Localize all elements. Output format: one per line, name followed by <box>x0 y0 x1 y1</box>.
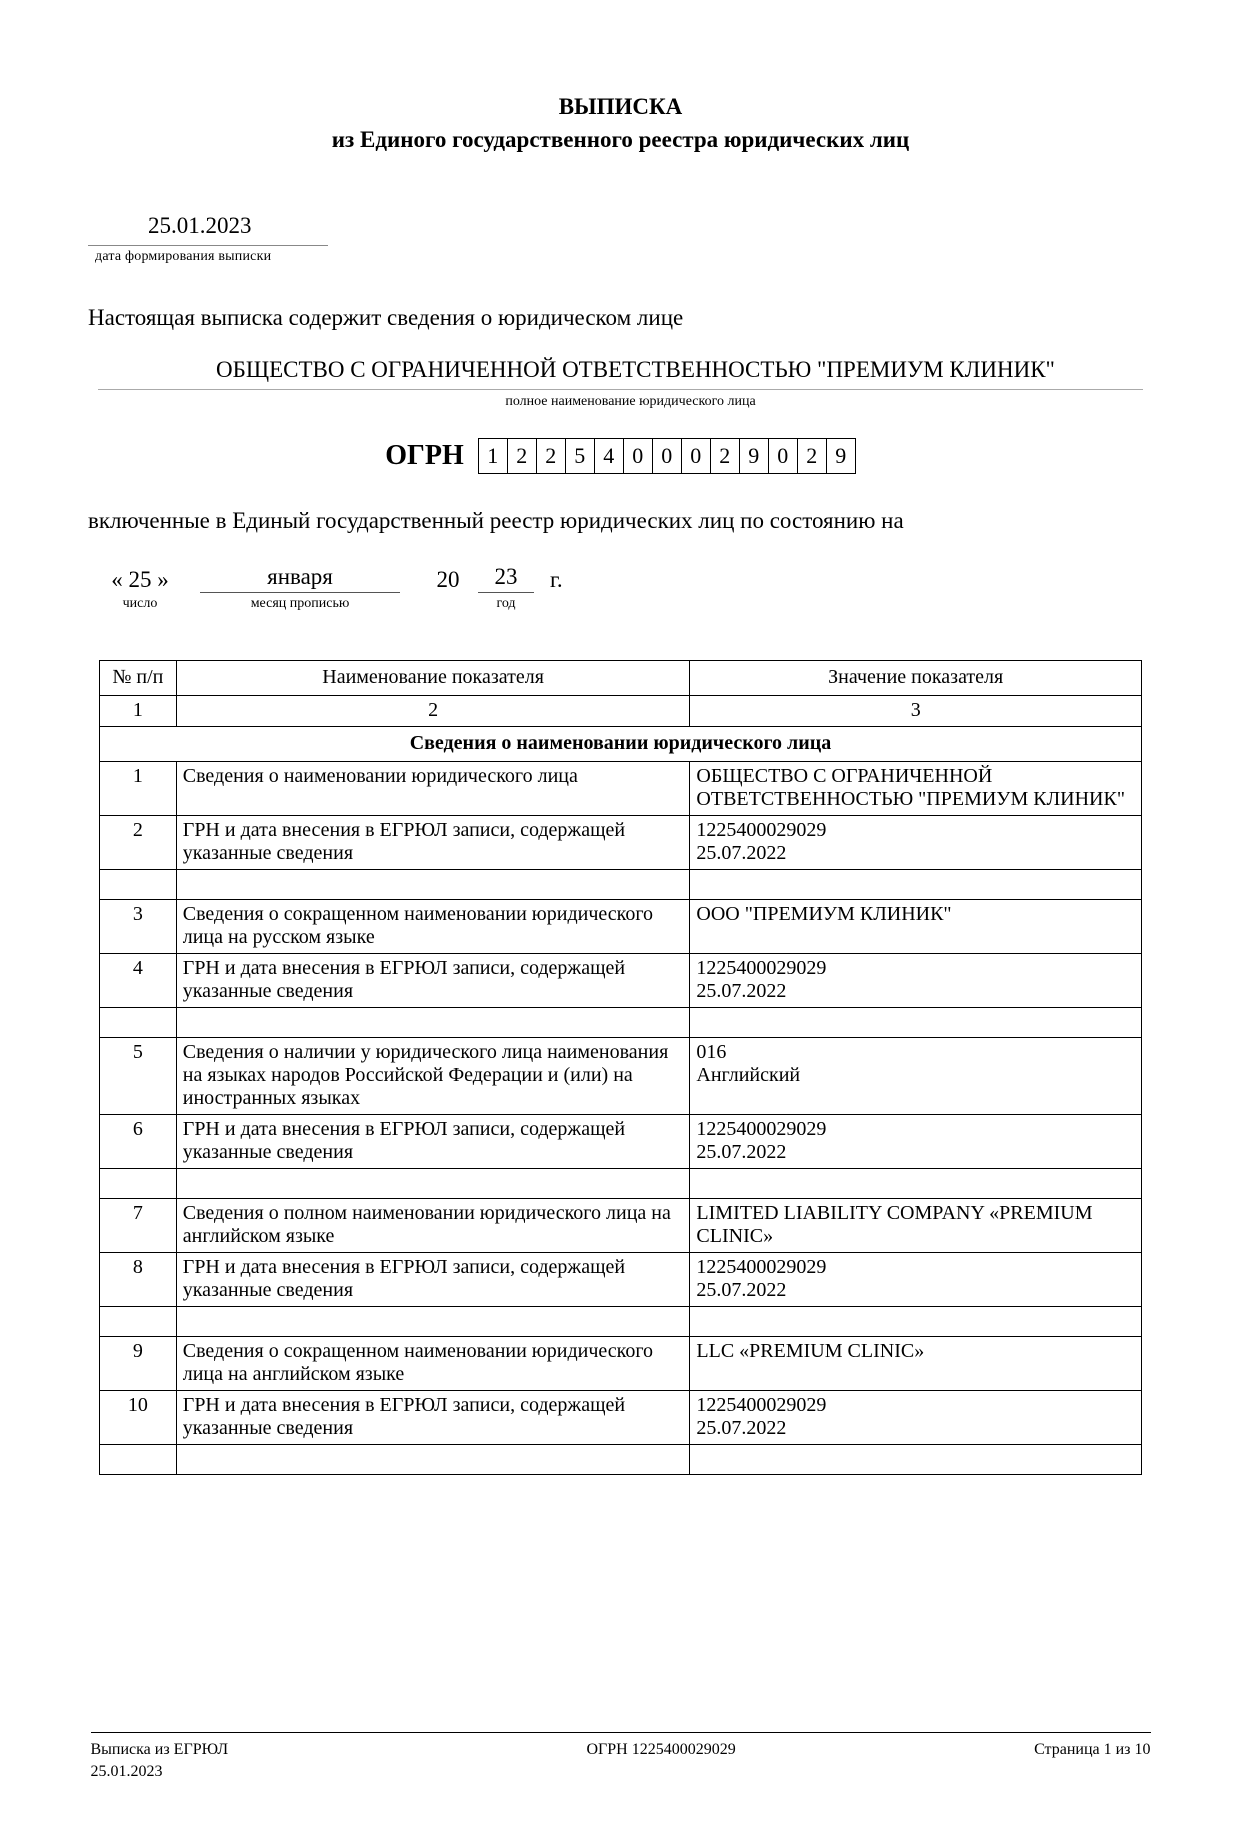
table-row <box>100 899 1142 953</box>
row-number-cell: 2 <box>100 815 177 869</box>
table-row <box>100 1252 1142 1306</box>
table-spacer-cell <box>100 869 177 899</box>
row-value-cell: LIMITED LIABILITY COMPANY «PREMIUM CLINIC» <box>690 1198 1142 1252</box>
row-number-cell: 6 <box>100 1114 177 1168</box>
footer-ogrn: ОГРН 1225400029029 <box>586 1741 736 1758</box>
table-spacer-cell <box>690 1306 1142 1336</box>
row-name-cell: ГРН и дата внесения в ЕГРЮЛ записи, содержащей указанные сведения <box>176 1252 690 1306</box>
as-of-year: 23 <box>478 564 534 593</box>
ogrn-label: ОГРН <box>385 439 464 471</box>
table-spacer-cell <box>176 1444 690 1474</box>
table-spacer-cell <box>690 1168 1142 1198</box>
ogrn-digit-cell: 2 <box>508 439 537 473</box>
row-number-cell: 1 <box>100 761 177 815</box>
ogrn-digit-cell: 0 <box>624 439 653 473</box>
footer-page-number: Страница 1 из 10 <box>1034 1741 1151 1758</box>
as-of-month: января <box>200 564 400 593</box>
row-number-cell: 9 <box>100 1336 177 1390</box>
ogrn-digit-cell: 0 <box>682 439 711 473</box>
table-row <box>100 1114 1142 1168</box>
table-row <box>100 1037 1142 1114</box>
title-line-1: ВЫПИСКА <box>558 94 683 119</box>
page-footer <box>0 1732 1241 1782</box>
table-column-number-cell: 2 <box>176 695 690 726</box>
ogrn-digit-boxes <box>478 438 856 474</box>
table-spacer-cell <box>100 1444 177 1474</box>
as-of-captions <box>0 596 1241 612</box>
row-name-cell: ГРН и дата внесения в ЕГРЮЛ записи, содержащей указанные сведения <box>176 815 690 869</box>
table-row <box>100 1198 1142 1252</box>
registry-table <box>99 660 1142 1475</box>
row-value-cell: LLC «PREMIUM CLINIC» <box>690 1336 1142 1390</box>
row-number-cell: 8 <box>100 1252 177 1306</box>
as-of-month-caption: месяц прописью <box>250 595 350 611</box>
ogrn-digit-cell: 5 <box>566 439 595 473</box>
ogrn-digit-cell: 2 <box>711 439 740 473</box>
row-value-cell: 016 Английский <box>690 1037 1142 1114</box>
row-value-cell: ООО "ПРЕМИУМ КЛИНИК" <box>690 899 1142 953</box>
table-spacer-row <box>100 869 1142 899</box>
row-name-cell: Сведения о наличии у юридического лица наименования на языках народов Российской Федерации и (или) на иностранных языках <box>176 1037 690 1114</box>
table-header-cell: № п/п <box>100 660 177 695</box>
row-name-cell: Сведения о полном наименовании юридического лица на английском языке <box>176 1198 690 1252</box>
row-name-cell: ГРН и дата внесения в ЕГРЮЛ записи, содержащей указанные сведения <box>176 1114 690 1168</box>
table-header-cell: Наименование показателя <box>176 660 690 695</box>
as-of-date-row <box>0 564 1241 593</box>
ogrn-digit-cell: 4 <box>595 439 624 473</box>
row-name-cell: Сведения о наименовании юридического лица <box>176 761 690 815</box>
row-value-cell: 1225400029029 25.07.2022 <box>690 815 1142 869</box>
table-spacer-cell <box>100 1168 177 1198</box>
table-spacer-row <box>100 1444 1142 1474</box>
table-spacer-row <box>100 1306 1142 1336</box>
footer-left <box>91 1739 229 1782</box>
table-column-numbers-row <box>100 695 1142 726</box>
row-value-cell: 1225400029029 25.07.2022 <box>690 1114 1142 1168</box>
as-of-caption-spacer <box>418 596 478 612</box>
footer-doc-name: Выписка из ЕГРЮЛ <box>90 1741 229 1758</box>
as-of-year-suffix: г. <box>550 566 563 592</box>
as-of-day: « 25 » <box>111 566 169 592</box>
table-spacer-cell <box>690 869 1142 899</box>
ogrn-digit-cell: 0 <box>769 439 798 473</box>
document-title <box>0 90 1241 157</box>
ogrn-digit-cell: 2 <box>798 439 827 473</box>
table-spacer-cell <box>690 1007 1142 1037</box>
included-text: включенные в Единый государственный реестр юридических лиц по состоянию на <box>88 507 904 533</box>
ogrn-digit-cell: 0 <box>653 439 682 473</box>
row-number-cell: 4 <box>100 953 177 1007</box>
document-page <box>0 90 1241 1844</box>
contains-info-text: Настоящая выписка содержит сведения о юридическом лице <box>88 304 684 330</box>
table-spacer-cell <box>176 869 690 899</box>
ogrn-digit-cell: 9 <box>835 442 847 468</box>
table-row <box>100 1336 1142 1390</box>
table-section-row <box>100 726 1142 761</box>
row-number-cell: 7 <box>100 1198 177 1252</box>
row-name-cell: Сведения о сокращенном наименовании юридического лица на английском языке <box>176 1336 690 1390</box>
row-number-cell: 3 <box>100 899 177 953</box>
row-name-cell: Сведения о сокращенном наименовании юридического лица на русском языке <box>176 899 690 953</box>
ogrn-digit-cell: 2 <box>537 439 566 473</box>
table-row <box>100 761 1142 815</box>
table-spacer-row <box>100 1168 1142 1198</box>
entity-full-name: ОБЩЕСТВО С ОГРАНИЧЕННОЙ ОТВЕТСТВЕННОСТЬЮ "ПРЕМИУМ КЛИНИК" <box>216 356 1055 382</box>
row-value-cell: 1225400029029 25.07.2022 <box>690 953 1142 1007</box>
as-of-day-caption: число <box>122 595 158 611</box>
formation-date: 25.01.2023 <box>148 212 252 238</box>
row-number-cell: 5 <box>100 1037 177 1114</box>
table-spacer-cell <box>100 1306 177 1336</box>
row-value-cell: 1225400029029 25.07.2022 <box>690 1390 1142 1444</box>
row-number-cell: 10 <box>100 1390 177 1444</box>
ogrn-digit-cell: 9 <box>740 439 769 473</box>
table-spacer-row <box>100 1007 1142 1037</box>
as-of-year-caption: год <box>496 595 516 611</box>
table-spacer-cell <box>690 1444 1142 1474</box>
table-spacer-cell <box>176 1306 690 1336</box>
table-row <box>100 1390 1142 1444</box>
table-column-number-cell: 1 <box>100 695 177 726</box>
table-row <box>100 953 1142 1007</box>
footer-doc-date: 25.01.2023 <box>90 1762 163 1780</box>
table-header-row <box>100 660 1142 695</box>
row-value-cell: ОБЩЕСТВО С ОГРАНИЧЕННОЙ ОТВЕТСТВЕННОСТЬЮ "ПРЕМИУМ КЛИНИК" <box>690 761 1142 815</box>
formation-date-rule <box>88 245 328 246</box>
title-line-2: из Единого государственного реестра юридических лиц <box>331 127 910 153</box>
table-spacer-cell <box>100 1007 177 1037</box>
row-name-cell: ГРН и дата внесения в ЕГРЮЛ записи, содержащей указанные сведения <box>176 953 690 1007</box>
footer-rule <box>91 1732 1151 1733</box>
table-spacer-cell <box>176 1168 690 1198</box>
formation-date-caption: дата формирования выписки <box>95 248 272 264</box>
entity-full-name-caption: полное наименование юридического лица <box>505 393 756 409</box>
as-of-century: 20 <box>436 566 460 592</box>
entity-full-name-rule <box>98 389 1143 390</box>
row-value-cell: 1225400029029 25.07.2022 <box>690 1252 1142 1306</box>
row-name-cell: ГРН и дата внесения в ЕГРЮЛ записи, содержащей указанные сведения <box>176 1390 690 1444</box>
table-header-cell: Значение показателя <box>690 660 1142 695</box>
table-column-number-cell: 3 <box>690 695 1142 726</box>
table-row <box>100 815 1142 869</box>
table-section-title: Сведения о наименовании юридического лица <box>100 726 1142 761</box>
table-spacer-cell <box>176 1007 690 1037</box>
ogrn-block <box>0 438 1241 474</box>
ogrn-digit-cell: 1 <box>479 439 508 473</box>
